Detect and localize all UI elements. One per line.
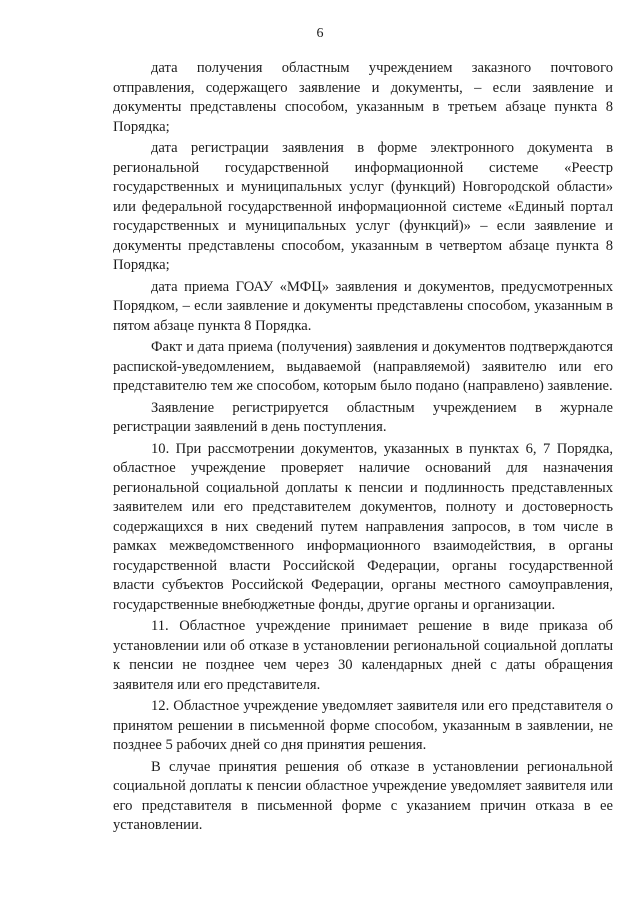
page-number: 6 (316, 26, 324, 41)
paragraph-electronic-registration-date: дата регистрации заявления в форме электронного документа в региональной государственной информационной системе «Реестр государственных и муниципальных услуг (функций) Новгородской области» или федеральной государственной информационной системе «Единый портал государственных и муниципальных услуг (функций)» – если заявление и документы представлены способом, указанным в четвертом абзаце пункта 8 Порядка; (113, 140, 613, 273)
paragraph-mail-receipt-date: дата получения областным учреждением заказного почтового отправления, содержащего заявление и документы, – если заявление и документы представлены способом, указанным в третьем абзаце пункта 8 Порядка; (113, 60, 613, 135)
paragraph-mfc-acceptance-date: дата приема ГОАУ «МФЦ» заявления и документов, предусмотренных Порядком, – если заявление и документы представлены способом, указанным в пятом абзаце пункта 8 Порядка. (113, 278, 613, 334)
paragraph-receipt-confirmation: Факт и дата приема (получения) заявления и документов подтверждаются распиской-уведомлением, выдаваемой (направляемой) заявителю или его представителю тем же способом, которым было подано (направлено) заявление. (113, 339, 613, 394)
paragraph-application-registration: Заявление регистрируется областным учреждением в журнале регистрации заявлений в день поступления. (113, 399, 613, 435)
paragraph-item-11: 11. Областное учреждение принимает решение в виде приказа об установлении или об отказе в установлении региональной социальной доплаты к пенсии не позднее чем через 30 календарных дней с даты обращения заявителя или его представителя. (113, 618, 613, 693)
paragraph-item-10: 10. При рассмотрении документов, указанных в пунктах 6, 7 Порядка, областное учреждение проверяет наличие оснований для назначения региональной социальной доплаты к пенсии и подлинность представленных заявителем или его представителем документов, полноту и достоверность содержащихся в них сведений путем направления запросов, в том числе в рамках межведомственного информационного взаимодействия, в органы государственной власти Российской Федерации, органы государственной власти субъектов Российской Федерации, органы местного самоуправления, государственные внебюджетные фонды, другие органы и организации. (113, 440, 613, 613)
paragraph-refusal-notice: В случае принятия решения об отказе в установлении региональной социальной доплаты к пенсии областное учреждение уведомляет заявителя или его представителя в письменной форме с указанием причин отказа в ее установлении. (113, 758, 613, 833)
document-body (113, 59, 613, 838)
paragraph-item-12: 12. Областное учреждение уведомляет заявителя или его представителя о принятом решении в письменной форме способом, указанным в заявлении, не позднее 5 рабочих дней со дня принятия решения. (113, 698, 613, 753)
